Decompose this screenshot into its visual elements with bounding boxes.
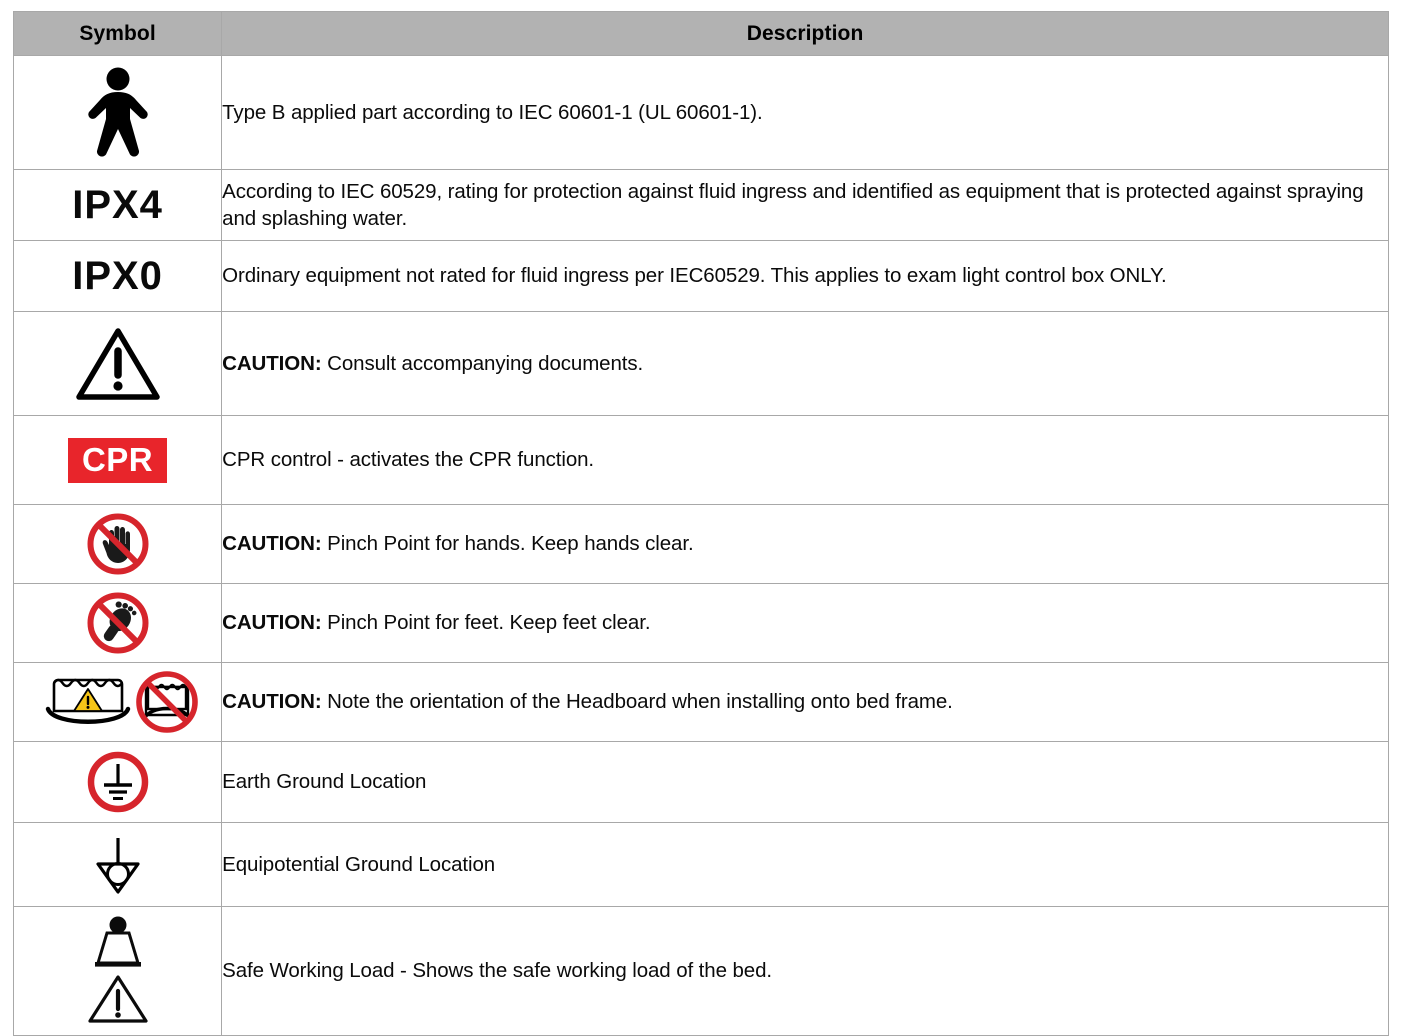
description-cell (222, 170, 1389, 241)
description-text: CPR control - activates the CPR function. (222, 448, 595, 472)
description-cell (222, 584, 1389, 663)
table-row (14, 663, 1389, 742)
table-row (14, 416, 1389, 505)
no-feet-pinch-point-icon (14, 592, 221, 654)
table-row (14, 505, 1389, 584)
description-text: Pinch Point for hands. Keep hands clear. (321, 532, 694, 556)
description-text: Consult accompanying documents. (321, 351, 644, 375)
caution-label: CAUTION: (222, 611, 322, 635)
description-cell (222, 312, 1389, 416)
symbol-description-table (13, 11, 1389, 1036)
symbol-cell (14, 742, 222, 823)
description-cell (222, 742, 1389, 823)
caution-triangle-icon (14, 326, 221, 402)
ipx4-rating-text (14, 185, 221, 225)
description-text: Equipotential Ground Location (222, 852, 496, 876)
cpr-badge-label: CPR (68, 438, 167, 483)
description-cell (222, 907, 1389, 1036)
table-row (14, 584, 1389, 663)
symbol-cell (14, 416, 222, 505)
table-row (14, 742, 1389, 823)
description-text: Pinch Point for feet. Keep feet clear. (321, 611, 651, 635)
description-text: Ordinary equipment not rated for fluid ingress per IEC60529. This applies to exam light control box ONLY. (222, 264, 1167, 288)
table-row (14, 312, 1389, 416)
description-cell (222, 663, 1389, 742)
caution-label: CAUTION: (222, 351, 322, 375)
table-row (14, 56, 1389, 170)
symbol-cell (14, 312, 222, 416)
cpr-control-badge[interactable] (14, 438, 221, 483)
description-cell (222, 823, 1389, 907)
symbol-cell (14, 241, 222, 312)
no-hands-pinch-point-icon (14, 513, 221, 575)
table-row (14, 907, 1389, 1036)
ipx0-rating-text (14, 256, 221, 296)
description-text: Note the orientation of the Headboard when installing onto bed frame. (321, 690, 953, 714)
symbol-cell (14, 823, 222, 907)
symbol-cell (14, 170, 222, 241)
symbol-cell (14, 505, 222, 584)
table-header (14, 12, 1389, 56)
description-text: According to IEC 60529, rating for protection against fluid ingress and identified as equipment that is protected against spraying and splashing water. (222, 179, 1364, 230)
safe-working-load-icon (14, 915, 221, 1027)
description-text: Type B applied part according to IEC 60601-1 (UL 60601-1). (222, 100, 763, 124)
column-header-description: Description (222, 12, 1389, 56)
headboard-orientation-icon (14, 671, 221, 733)
table-row (14, 170, 1389, 241)
header-row (14, 12, 1389, 56)
description-cell (222, 505, 1389, 584)
type-b-applied-part-icon (14, 67, 221, 159)
equipotential-ground-icon (14, 834, 221, 896)
description-text: Safe Working Load - Shows the safe working load of the bed. (222, 959, 772, 983)
symbol-cell (14, 584, 222, 663)
description-cell (222, 416, 1389, 505)
caution-label: CAUTION: (222, 532, 322, 556)
table-row (14, 241, 1389, 312)
earth-ground-icon (14, 751, 221, 813)
symbol-cell (14, 663, 222, 742)
caution-label: CAUTION: (222, 690, 322, 714)
table-body (14, 56, 1389, 1036)
table-row (14, 823, 1389, 907)
symbol-cell (14, 56, 222, 170)
description-cell (222, 241, 1389, 312)
ipx4-label: IPX4 (72, 183, 163, 227)
column-header-symbol: Symbol (14, 12, 222, 56)
ipx0-label: IPX0 (72, 254, 163, 298)
description-text: Earth Ground Location (222, 770, 427, 794)
description-cell (222, 56, 1389, 170)
symbol-cell (14, 907, 222, 1036)
